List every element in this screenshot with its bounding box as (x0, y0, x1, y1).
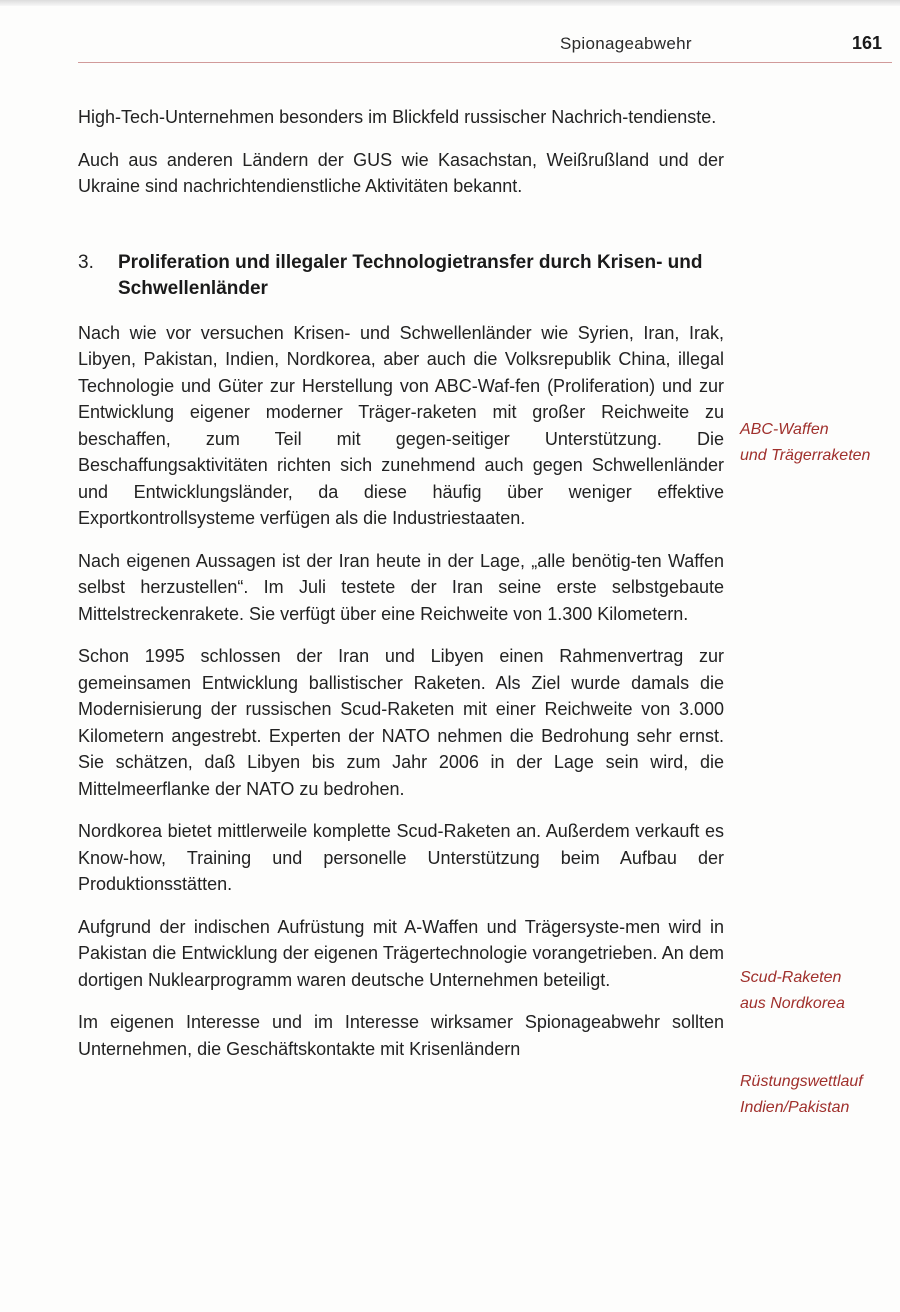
margin-note-line: und Trägerraketen (740, 447, 871, 464)
paragraph-pakistan: Aufgrund der indischen Aufrüstung mit A-Waffen und Trägersyste-men wird in Pakistan die Entwicklung der eigenen Trägertechnologie vorangetrieben. An dem dortigen Nuklearprogramm waren deutsche Unternehmen beteiligt. (78, 916, 724, 990)
page-top-edge (0, 0, 900, 6)
section-heading (78, 250, 724, 302)
margin-note-line: ABC-Waffen (740, 421, 829, 438)
margin-note-line: Rüstungswettlauf (740, 1073, 863, 1090)
section-title: Proliferation und illegaler Technologietransfer durch Krisen- und Schwellenländer (118, 251, 703, 299)
running-header-title: Spionageabwehr (560, 34, 692, 53)
margin-note-line: aus Nordkorea (740, 995, 845, 1012)
page-number: 161 (852, 33, 883, 53)
paragraph-closing: Im eigenen Interesse und im Interesse wirksamer Spionageabwehr sollten Unternehmen, die Geschäftskontakte mit Krisenländern (78, 1012, 724, 1059)
paragraph-nordkorea: Nordkorea bietet mittlerweile komplette Scud-Raketen an. Außerdem verkauft es Know-how, Training und personelle Unterstützung beim Aufbau der Produktionsstätten. (78, 821, 724, 894)
margin-note-abc-waffen (740, 417, 900, 469)
section-number: 3. (78, 251, 94, 273)
paragraph-intro-2: Auch aus anderen Ländern der GUS wie Kasachstan, Weißrußland und der Ukraine sind nachrichtendienstliche Aktivitäten bekannt. (78, 149, 724, 196)
margin-note-scud-raketen (740, 965, 900, 1017)
paragraph-iran: Nach eigenen Aussagen ist der Iran heute in der Lage, „alle benötig-ten Waffen selbst herzustellen“. Im Juli testete der Iran seine erste selbstgebaute Mittelstreckenrakete. Sie verfügt über eine Reichweite von 1.300 Kilometern. (78, 550, 724, 624)
margin-note-ruestungswettlauf (740, 1069, 900, 1121)
header-divider (78, 62, 892, 63)
paragraph-iran-libyen: Schon 1995 schlossen der Iran und Libyen einen Rahmenvertrag zur gemeinsamen Entwicklung ballistischer Raketen. Als Ziel wurde damals die Modernisierung der russischen Scud-Raketen mit einer Reichweite von 3.000 Kilometern angestrebt. Experten der NATO nehmen die Bedrohung sehr ernst. Sie schätzen, daß Libyen bis zum Jahr 2006 in der Lage sein wird, die Mittelmeerflanke der NATO zu bedrohen. (78, 646, 724, 799)
paragraph-intro-1: High-Tech-Unternehmen besonders im Blickfeld russischer Nachrich-tendienste. (78, 107, 717, 127)
margin-note-line: Scud-Raketen (740, 969, 842, 986)
paragraph-proliferation: Nach wie vor versuchen Krisen- und Schwellenländer wie Syrien, Iran, Irak, Libyen, Pakistan, Indien, Nordkorea, aber auch die Volksrepublik China, illegal Technologie und Güter zur Herstellung von ABC-Waf-fen (Proliferation) und zur Entwicklung eigener moderner Träger-raketen mit großer Reichweite zu beschaffen, zum Teil mit gegen-seitiger Unterstützung. Die Beschaffungsaktivitäten richten sich zunehmend auch gegen Schwellenländer und Entwicklungsländer, da diese häufig über weniger effektive Exportkontrollsysteme verfügen als die Industriestaaten. (78, 322, 724, 528)
margin-note-line: Indien/Pakistan (740, 1099, 850, 1116)
main-text-column (78, 104, 724, 1078)
